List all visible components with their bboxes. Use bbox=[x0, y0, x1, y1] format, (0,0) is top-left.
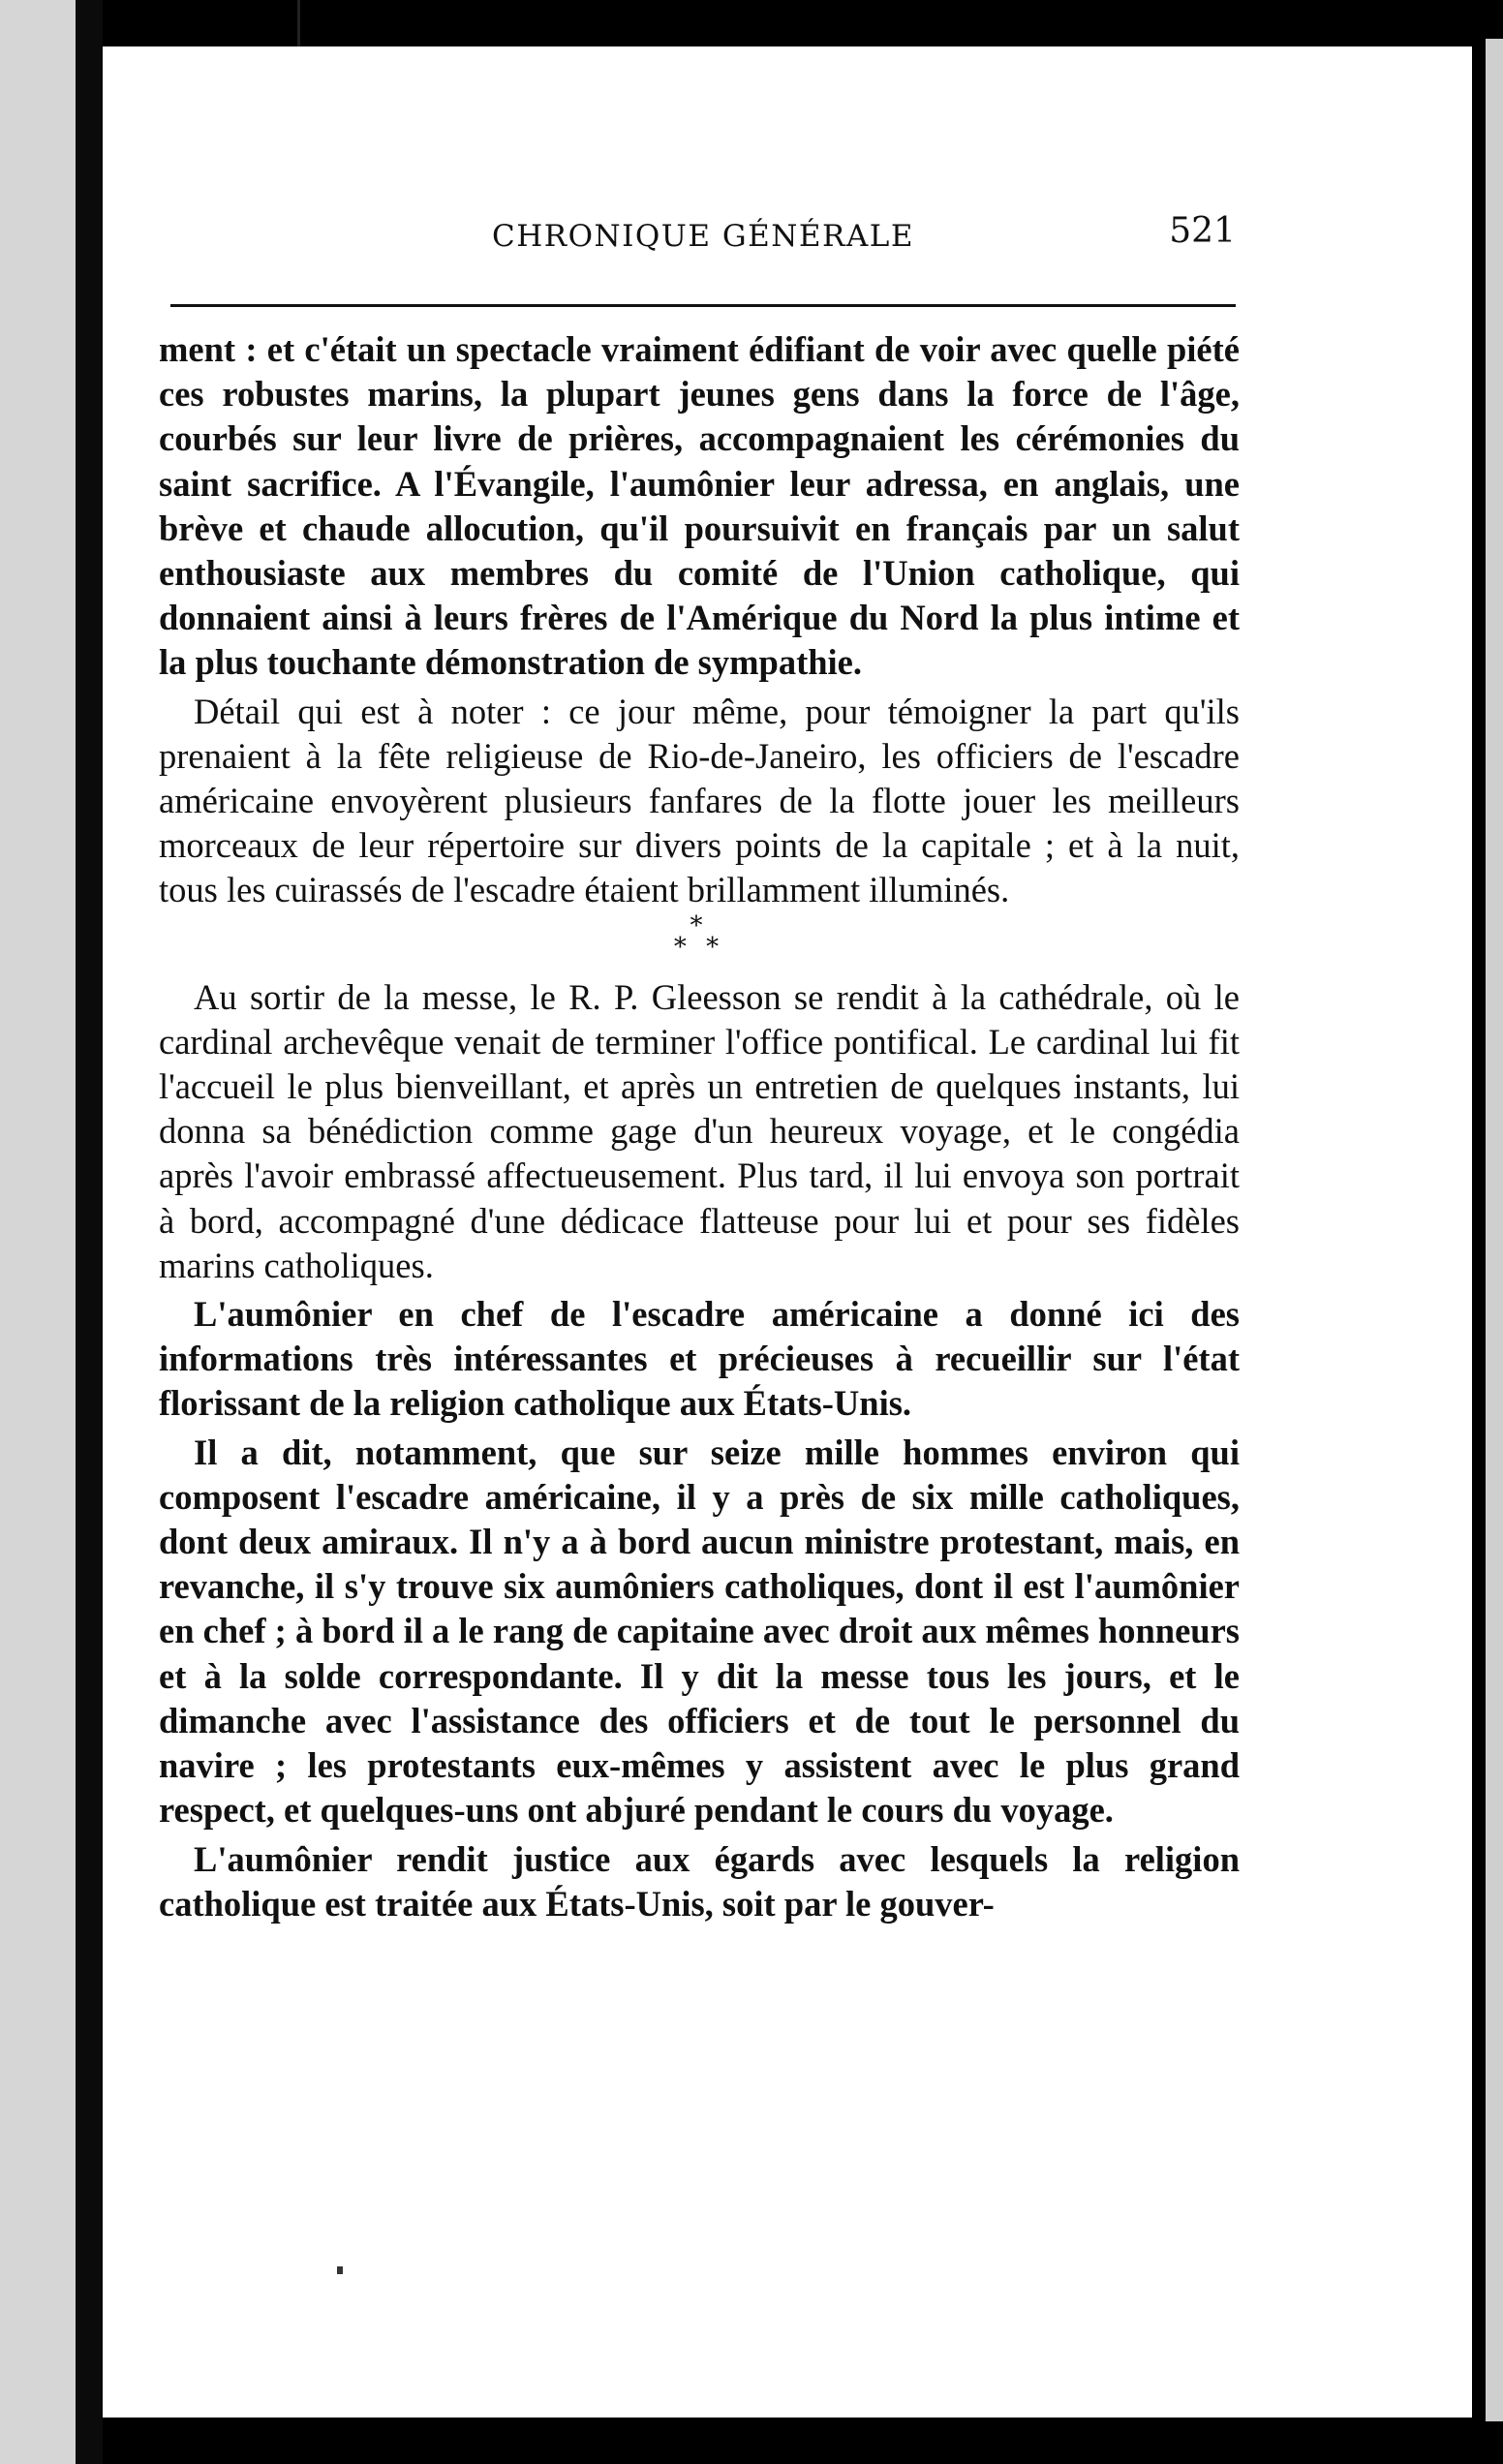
scan-margin-left bbox=[0, 0, 76, 2464]
scan-margin-right bbox=[1486, 39, 1503, 2421]
asterism-bottom: * * bbox=[673, 932, 725, 962]
paragraph-5: Il a dit, notamment, que sur seize mille hommes environ qui composent l'escadre américaine, il y a près de six mille catholiques, dont deux amiraux. Il n'y a à bord aucun ministre protestant, mais, en revanche, il s'y trouve six aumôniers catholiques, dont il est l'aumônier en chef ; à bord il a le rang de capitaine avec droit aux mêmes honneurs et à la solde correspondante. Il y dit la messe tous les jours, et le dimanche avec l'assistance des officiers et de tout le personnel du navire ; les protestants eux-mêmes y assistent avec le plus grand respect, et quelques-uns ont abjuré pendant le cours du voyage. bbox=[159, 1432, 1240, 1831]
running-head bbox=[170, 207, 1236, 275]
page-number: 521 bbox=[1169, 211, 1236, 251]
body-text bbox=[159, 327, 1240, 1926]
paragraph-2: Détail qui est à noter : ce jour même, pour témoigner la part qu'ils prenaient à la fête religieuse de Rio-de-Janeiro, les officiers de l'escadre américaine envoyèrent plusieurs fanfares de la flotte jouer les meilleurs morceaux de leur répertoire sur divers points de la capitale ; et à la nuit, tous les cuirassés de l'escadre étaient brillamment illuminés. bbox=[159, 691, 1240, 910]
section-break bbox=[159, 910, 1240, 975]
header-rule bbox=[170, 304, 1236, 307]
scan-speck bbox=[337, 2266, 343, 2274]
running-title: CHRONIQUE GÉNÉRALE bbox=[492, 219, 914, 254]
asterism bbox=[159, 910, 1240, 962]
asterism-top: * bbox=[690, 910, 709, 940]
paragraph-3: Au sortir de la messe, le R. P. Gleesson se rendit à la cathédrale, où le cardinal archevêque venait de terminer l'office pontifical. Le cardinal lui fit l'accueil le plus bienveillant, et après un entretien de quelques instants, lui donna sa bénédiction comme gage d'un heureux voyage, et le congédia après l'avoir embrassé affectueusement. Plus tard, il lui envoya son portrait à bord, accompagné d'une dédicace flatteuse pour lui et pour ses fidèles marins catholiques. bbox=[159, 976, 1240, 1285]
paragraph-1: ment : et c'était un spectacle vraiment édifiant de voir avec quelle piété ces robustes marins, la plupart jeunes gens dans la force de l'âge, courbés sur leur livre de prières, accompagnaient les cérémonies du saint sacrifice. A l'Évangile, l'aumônier leur adressa, en anglais, une brève et chaude allocution, qu'il poursuivit en français par un salut enthousiaste aux membres du comité de l'Union catholique, qui donnaient ainsi à leurs frères de l'Amérique du Nord la plus intime et la plus touchante démonstration de sympathie. bbox=[159, 329, 1240, 683]
paragraph-6: L'aumônier rendit justice aux égards avec lesquels la religion catholique est traitée aux États-Unis, soit par le gouver- bbox=[159, 1838, 1240, 1924]
scan-page-edge bbox=[76, 0, 103, 2464]
paragraph-4: L'aumônier en chef de l'escadre américaine a donné ici des informations très intéressantes et précieuses à recueillir sur l'état florissant de la religion catholique aux États-Unis. bbox=[159, 1294, 1240, 1424]
